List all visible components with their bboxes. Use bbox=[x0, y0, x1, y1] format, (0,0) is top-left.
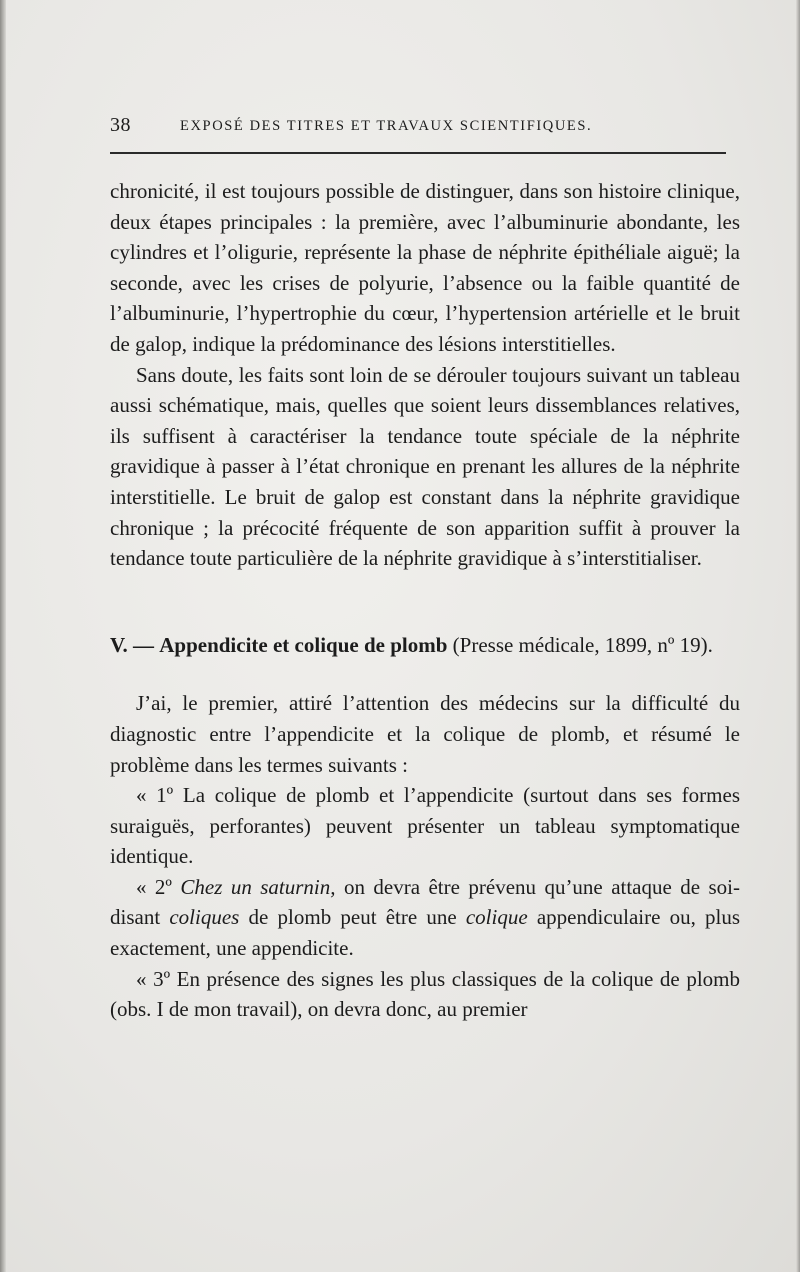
body-text bbox=[110, 176, 740, 1025]
section-gap bbox=[110, 660, 740, 688]
paragraph-sans-doute: Sans doute, les faits sont loin de se dérouler toujours suivant un tableau aussi schématique, mais, quelles que soient leurs dissemblances relatives, ils suffisent à caractériser la tendance toute spéciale de la néphrite gravidique à passer à l’état chronique en prenant les allures de la néphrite interstitielle. Le bruit de galop est constant dans la néphrite gravidique chronique ; la précocité fréquente de son apparition suffit à prouver la tendance toute particulière de la néphrite gravidique à s’interstitialiser. bbox=[110, 362, 740, 571]
section-number: V. — bbox=[110, 632, 154, 657]
quote-2-italic-colique: colique bbox=[465, 905, 528, 930]
running-header bbox=[110, 114, 726, 138]
section-title: Appendicite et colique de plomb bbox=[159, 632, 448, 657]
quote-2-number: « 2º bbox=[136, 874, 172, 899]
quote-2-text-b: de plomb peut être une bbox=[248, 905, 457, 930]
page-number: 38 bbox=[110, 114, 131, 136]
header-rule bbox=[110, 152, 726, 154]
section-heading bbox=[110, 630, 740, 661]
page-right-edge-shadow bbox=[796, 0, 800, 1272]
quote-2-text-c: appendiculaire ou, plus exactement, une appendicite. bbox=[110, 905, 741, 961]
section-citation: (Presse médicale, 1899, nº 19). bbox=[452, 632, 713, 657]
quote-2-italic-chez: Chez un saturnin, bbox=[180, 874, 336, 899]
quote-2-text-a: on devra être prévenu qu’une attaque de soi-disant bbox=[110, 874, 741, 930]
paragraph-jai-le-premier: J’ai, le premier, attiré l’attention des médecins sur la difficulté du diagnostic entre l’appendicite et la colique de plomb, et résumé le problème dans les termes suivants : bbox=[110, 691, 740, 777]
paragraph-chronicite: chronicité, il est toujours possible de distinguer, dans son histoire clinique, deux étapes principales : la première, avec l’albuminurie abondante, les cylindres et l’oligurie, représente la phase de néphrite épithéliale aiguë; la seconde, avec les crises de polyurie, l’absence ou la faible quantité de l’albuminurie, l’hypertrophie du cœur, l’hypertension artérielle et le bruit de galop, indique la prédominance des lésions interstitielles. bbox=[110, 179, 740, 356]
paragraph-quote-3: « 3º En présence des signes les plus classiques de la colique de plomb (obs. I de mon travail), on devra donc, au premier bbox=[110, 966, 740, 1022]
paragraph-quote-1: « 1º La colique de plomb et l’appendicite (surtout dans ses formes suraiguës, perforantes) peuvent présenter un tableau symptomatique identique. bbox=[110, 783, 740, 869]
page-left-edge-shadow bbox=[0, 0, 6, 1272]
paragraph-quote-2 bbox=[110, 872, 740, 964]
quote-2-italic-coliques: coliques bbox=[169, 905, 240, 930]
running-title: EXPOSÉ DES TITRES ET TRAVAUX SCIENTIFIQUES. bbox=[180, 118, 593, 134]
